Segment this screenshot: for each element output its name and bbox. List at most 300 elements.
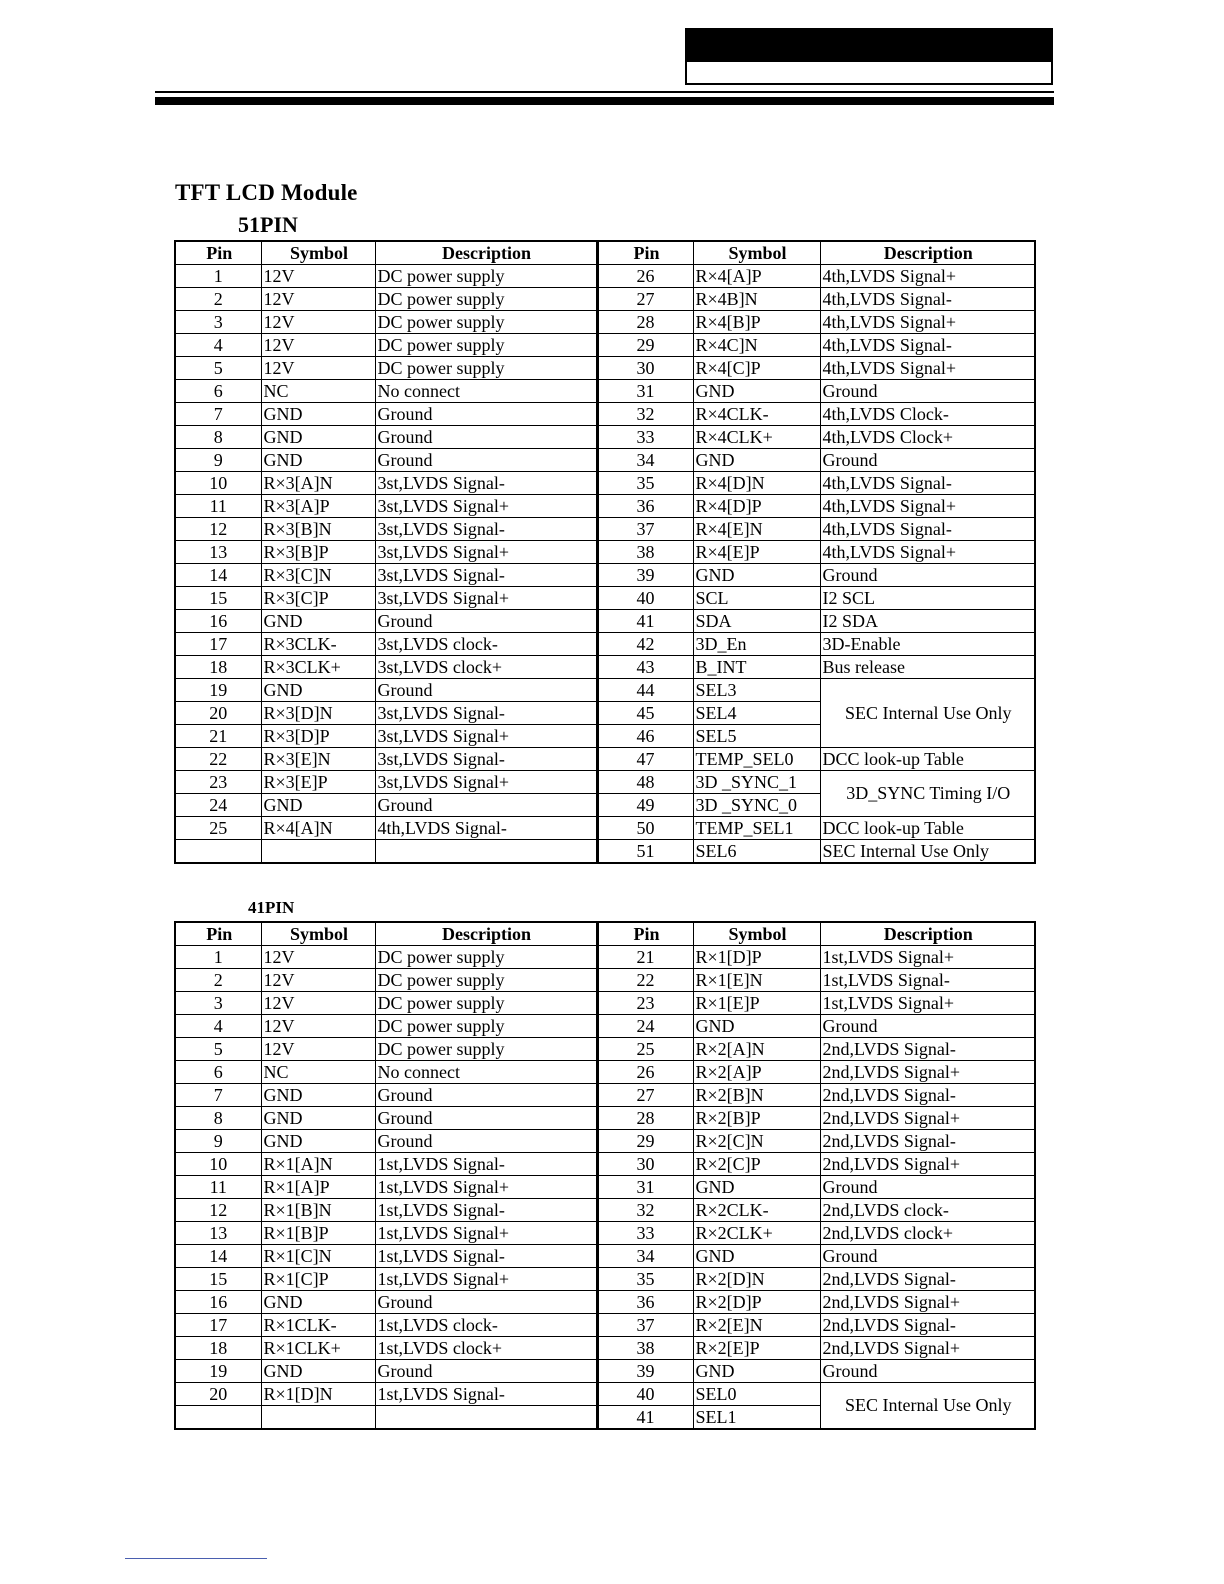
pin-cell: 1 — [175, 265, 261, 288]
pin-cell: 25 — [175, 817, 261, 840]
pin-cell: 39 — [597, 1360, 693, 1383]
description-cell: 1st,LVDS clock- — [375, 1314, 597, 1337]
symbol-cell: R×1[D]N — [261, 1383, 375, 1406]
pin-cell: 31 — [597, 1176, 693, 1199]
description-cell: SEC Internal Use Only — [820, 679, 1035, 748]
symbol-cell: R×3[D]N — [261, 702, 375, 725]
description-cell: 2nd,LVDS Signal- — [820, 1038, 1035, 1061]
description-cell: 4th,LVDS Signal- — [820, 288, 1035, 311]
pin-cell: 18 — [175, 1337, 261, 1360]
pin-cell: 27 — [597, 1084, 693, 1107]
table-row — [175, 1337, 1035, 1360]
description-cell: Ground — [820, 1176, 1035, 1199]
symbol-cell: 12V — [261, 357, 375, 380]
description-cell: 1st,LVDS Signal+ — [375, 1176, 597, 1199]
pin-cell: 37 — [597, 1314, 693, 1337]
description-cell: 3st,LVDS Signal+ — [375, 587, 597, 610]
description-cell: Ground — [820, 1245, 1035, 1268]
description-cell: No connect — [375, 380, 597, 403]
description-cell: 3st,LVDS clock- — [375, 633, 597, 656]
pin-cell: 36 — [597, 495, 693, 518]
symbol-cell: SDA — [693, 610, 820, 633]
description-cell: DC power supply — [375, 265, 597, 288]
symbol-cell: 12V — [261, 992, 375, 1015]
table-row — [175, 1084, 1035, 1107]
pin-cell: 20 — [175, 702, 261, 725]
description-cell: Ground — [375, 403, 597, 426]
pin-cell: 23 — [175, 771, 261, 794]
symbol-cell: R×1[C]P — [261, 1268, 375, 1291]
pin-cell: 20 — [175, 1383, 261, 1406]
symbol-cell: GND — [693, 564, 820, 587]
pin-cell: 32 — [597, 1199, 693, 1222]
pin-cell: 17 — [175, 633, 261, 656]
pin-cell: 49 — [597, 794, 693, 817]
description-cell: Ground — [820, 380, 1035, 403]
description-cell: DC power supply — [375, 334, 597, 357]
description-cell: 3D_SYNC Timing I/O — [820, 771, 1035, 817]
header-description: Description — [375, 241, 597, 265]
pin-cell: 32 — [597, 403, 693, 426]
description-cell: 1st,LVDS Signal- — [375, 1245, 597, 1268]
symbol-cell: TEMP_SEL1 — [693, 817, 820, 840]
symbol-cell: 12V — [261, 311, 375, 334]
pin-cell: 16 — [175, 610, 261, 633]
symbol-cell: SEL3 — [693, 679, 820, 702]
symbol-cell: 3D _SYNC_0 — [693, 794, 820, 817]
description-cell: 3st,LVDS Signal+ — [375, 771, 597, 794]
description-cell: 4th,LVDS Clock- — [820, 403, 1035, 426]
symbol-cell: 12V — [261, 288, 375, 311]
symbol-cell: R×1CLK- — [261, 1314, 375, 1337]
table-row — [175, 311, 1035, 334]
description-cell: Ground — [820, 449, 1035, 472]
description-cell: Ground — [375, 610, 597, 633]
description-cell: SEC Internal Use Only — [820, 840, 1035, 864]
symbol-cell: GND — [261, 403, 375, 426]
symbol-cell: R×4C]N — [693, 334, 820, 357]
header-pin: Pin — [175, 922, 261, 946]
table-row — [175, 265, 1035, 288]
symbol-cell: R×3[B]P — [261, 541, 375, 564]
table-row — [175, 472, 1035, 495]
pin-cell: 33 — [597, 1222, 693, 1245]
table-row — [175, 610, 1035, 633]
symbol-cell: SEL0 — [693, 1383, 820, 1406]
pin-cell: 6 — [175, 380, 261, 403]
pin-cell: 13 — [175, 541, 261, 564]
pin-cell: 30 — [597, 1153, 693, 1176]
table-row — [175, 1061, 1035, 1084]
symbol-cell — [261, 840, 375, 864]
pin-cell: 37 — [597, 518, 693, 541]
description-cell: 2nd,LVDS Signal- — [820, 1084, 1035, 1107]
description-cell: DC power supply — [375, 288, 597, 311]
header-symbol: Symbol — [261, 241, 375, 265]
table-row — [175, 679, 1035, 702]
symbol-cell: R×2[D]P — [693, 1291, 820, 1314]
description-cell: 1st,LVDS Signal- — [375, 1199, 597, 1222]
symbol-cell: TEMP_SEL0 — [693, 748, 820, 771]
symbol-cell: 12V — [261, 334, 375, 357]
pin-cell: 47 — [597, 748, 693, 771]
table-row — [175, 403, 1035, 426]
description-cell: 1st,LVDS Signal+ — [375, 1222, 597, 1245]
header-rule-thick — [155, 97, 1054, 105]
description-cell: DC power supply — [375, 992, 597, 1015]
description-cell: I2 SCL — [820, 587, 1035, 610]
symbol-cell: B_INT — [693, 656, 820, 679]
symbol-cell: GND — [261, 679, 375, 702]
description-cell: 3st,LVDS Signal- — [375, 702, 597, 725]
symbol-cell: NC — [261, 1061, 375, 1084]
table-row — [175, 992, 1035, 1015]
description-cell: 4th,LVDS Signal- — [820, 334, 1035, 357]
description-cell: 1st,LVDS clock+ — [375, 1337, 597, 1360]
table-row — [175, 495, 1035, 518]
pin-cell: 24 — [597, 1015, 693, 1038]
symbol-cell: R×4[B]P — [693, 311, 820, 334]
footer-line — [125, 1558, 267, 1559]
pin-cell: 4 — [175, 334, 261, 357]
symbol-cell: R×1[C]N — [261, 1245, 375, 1268]
symbol-cell: GND — [261, 1130, 375, 1153]
symbol-cell: R×4[A]P — [693, 265, 820, 288]
description-cell: 3st,LVDS Signal- — [375, 748, 597, 771]
table-row — [175, 334, 1035, 357]
symbol-cell: R×2CLK- — [693, 1199, 820, 1222]
table-row — [175, 1314, 1035, 1337]
table-row — [175, 1153, 1035, 1176]
description-cell: Ground — [820, 564, 1035, 587]
table-row — [175, 656, 1035, 679]
table-row — [175, 1176, 1035, 1199]
description-cell: 2nd,LVDS Signal- — [820, 1314, 1035, 1337]
pin-cell: 38 — [597, 541, 693, 564]
header-pin: Pin — [597, 922, 693, 946]
header-pin: Pin — [175, 241, 261, 265]
description-cell: 4th,LVDS Signal- — [820, 472, 1035, 495]
document-title: TFT LCD Module — [175, 180, 358, 205]
symbol-cell: R×3CLK+ — [261, 656, 375, 679]
symbol-cell: R×2[E]P — [693, 1337, 820, 1360]
description-cell: Ground — [375, 1130, 597, 1153]
table-row — [175, 969, 1035, 992]
description-cell: Ground — [375, 679, 597, 702]
pin-cell: 8 — [175, 1107, 261, 1130]
symbol-cell: GND — [261, 1107, 375, 1130]
symbol-cell: 12V — [261, 265, 375, 288]
description-cell: 4th,LVDS Signal+ — [820, 541, 1035, 564]
table-row — [175, 587, 1035, 610]
description-cell: 3st,LVDS Signal- — [375, 518, 597, 541]
symbol-cell: 12V — [261, 969, 375, 992]
pin-cell: 9 — [175, 1130, 261, 1153]
description-cell: 3st,LVDS Signal+ — [375, 541, 597, 564]
pin-cell: 44 — [597, 679, 693, 702]
symbol-cell: SEL1 — [693, 1406, 820, 1430]
description-cell: Ground — [820, 1015, 1035, 1038]
description-cell: 3st,LVDS Signal- — [375, 564, 597, 587]
symbol-cell: R×3[E]N — [261, 748, 375, 771]
pin-cell: 35 — [597, 1268, 693, 1291]
symbol-cell: R×2[C]P — [693, 1153, 820, 1176]
symbol-cell: GND — [261, 449, 375, 472]
symbol-cell — [261, 1406, 375, 1430]
description-cell: Ground — [375, 1084, 597, 1107]
table-row — [175, 1383, 1035, 1406]
pin-cell: 40 — [597, 587, 693, 610]
pin-cell: 39 — [597, 564, 693, 587]
description-cell: 2nd,LVDS clock- — [820, 1199, 1035, 1222]
header-box — [685, 28, 1053, 85]
symbol-cell: 12V — [261, 1038, 375, 1061]
symbol-cell: 12V — [261, 946, 375, 969]
symbol-cell: R×3[E]P — [261, 771, 375, 794]
pin-cell: 28 — [597, 311, 693, 334]
symbol-cell: GND — [261, 1084, 375, 1107]
description-cell: Ground — [375, 1107, 597, 1130]
symbol-cell: 3D _SYNC_1 — [693, 771, 820, 794]
table-row — [175, 1130, 1035, 1153]
symbol-cell: R×2[C]N — [693, 1130, 820, 1153]
description-cell: 4th,LVDS Signal- — [375, 817, 597, 840]
symbol-cell: R×2[A]P — [693, 1061, 820, 1084]
table-row — [175, 1291, 1035, 1314]
pin-cell: 34 — [597, 449, 693, 472]
description-cell: 3st,LVDS clock+ — [375, 656, 597, 679]
header-symbol: Symbol — [261, 922, 375, 946]
symbol-cell: R×2[A]N — [693, 1038, 820, 1061]
pin-cell: 19 — [175, 1360, 261, 1383]
symbol-cell: GND — [261, 1291, 375, 1314]
description-cell: I2 SDA — [820, 610, 1035, 633]
symbol-cell: R×2[B]P — [693, 1107, 820, 1130]
symbol-cell: R×4[C]P — [693, 357, 820, 380]
table-row — [175, 1245, 1035, 1268]
symbol-cell: GND — [261, 1360, 375, 1383]
pin-cell: 21 — [175, 725, 261, 748]
pin-cell: 11 — [175, 495, 261, 518]
description-cell: 2nd,LVDS Signal+ — [820, 1337, 1035, 1360]
header-description: Description — [820, 241, 1035, 265]
symbol-cell: R×2[E]N — [693, 1314, 820, 1337]
description-cell: 3D-Enable — [820, 633, 1035, 656]
table-row — [175, 449, 1035, 472]
description-cell: Ground — [375, 794, 597, 817]
pin-cell: 22 — [175, 748, 261, 771]
symbol-cell: NC — [261, 380, 375, 403]
description-cell: 1st,LVDS Signal- — [375, 1383, 597, 1406]
symbol-cell: R×3CLK- — [261, 633, 375, 656]
header-rule-thin — [155, 91, 1054, 93]
table-row — [175, 817, 1035, 840]
description-cell: SEC Internal Use Only — [820, 1383, 1035, 1430]
section-title-51pin: 51PIN — [238, 212, 298, 237]
symbol-cell: R×1[E]P — [693, 992, 820, 1015]
table-row — [175, 288, 1035, 311]
table-row — [175, 1038, 1035, 1061]
pin-cell: 41 — [597, 610, 693, 633]
pin-table-41 — [174, 921, 1036, 1430]
pin-cell: 14 — [175, 564, 261, 587]
description-cell: 4th,LVDS Clock+ — [820, 426, 1035, 449]
description-cell: 3st,LVDS Signal+ — [375, 725, 597, 748]
pin-cell: 46 — [597, 725, 693, 748]
pin-cell: 19 — [175, 679, 261, 702]
pin-cell: 10 — [175, 1153, 261, 1176]
description-cell: DC power supply — [375, 357, 597, 380]
symbol-cell: GND — [693, 1176, 820, 1199]
pin-cell: 10 — [175, 472, 261, 495]
description-cell: 4th,LVDS Signal+ — [820, 311, 1035, 334]
header-symbol: Symbol — [693, 922, 820, 946]
symbol-cell: R×1[B]P — [261, 1222, 375, 1245]
table-row — [175, 840, 1035, 864]
description-cell — [375, 1406, 597, 1430]
pin-cell — [175, 1406, 261, 1430]
description-cell: 2nd,LVDS Signal+ — [820, 1061, 1035, 1084]
description-cell: 1st,LVDS Signal+ — [375, 1268, 597, 1291]
symbol-cell: R×3[D]P — [261, 725, 375, 748]
pin-cell: 21 — [597, 946, 693, 969]
pin-cell: 7 — [175, 1084, 261, 1107]
symbol-cell: R×3[C]P — [261, 587, 375, 610]
description-cell: 3st,LVDS Signal+ — [375, 495, 597, 518]
table-header-row — [175, 241, 1035, 265]
pin-cell: 40 — [597, 1383, 693, 1406]
symbol-cell: SEL5 — [693, 725, 820, 748]
table-row — [175, 518, 1035, 541]
header-symbol: Symbol — [693, 241, 820, 265]
description-cell: 4th,LVDS Signal+ — [820, 495, 1035, 518]
description-cell: DCC look-up Table — [820, 817, 1035, 840]
pin-cell: 22 — [597, 969, 693, 992]
symbol-cell: 12V — [261, 1015, 375, 1038]
symbol-cell: R×4[D]P — [693, 495, 820, 518]
pin-cell: 35 — [597, 472, 693, 495]
pin-cell: 14 — [175, 1245, 261, 1268]
pin-cell: 43 — [597, 656, 693, 679]
table-row — [175, 1015, 1035, 1038]
description-cell: DC power supply — [375, 311, 597, 334]
pin-cell: 27 — [597, 288, 693, 311]
table-row — [175, 748, 1035, 771]
table-row — [175, 564, 1035, 587]
symbol-cell: GND — [261, 610, 375, 633]
table-row — [175, 357, 1035, 380]
description-cell: 1st,LVDS Signal+ — [820, 992, 1035, 1015]
symbol-cell: R×3[A]P — [261, 495, 375, 518]
table-header-row — [175, 922, 1035, 946]
symbol-cell: R×2CLK+ — [693, 1222, 820, 1245]
pin-cell: 15 — [175, 1268, 261, 1291]
header-box-fill — [687, 30, 1051, 62]
pin-cell: 4 — [175, 1015, 261, 1038]
symbol-cell: GND — [693, 449, 820, 472]
pin-table-51 — [174, 240, 1036, 864]
pin-cell: 16 — [175, 1291, 261, 1314]
description-cell: 1st,LVDS Signal- — [375, 1153, 597, 1176]
symbol-cell: R×4[A]N — [261, 817, 375, 840]
pin-cell: 28 — [597, 1107, 693, 1130]
table-row — [175, 1360, 1035, 1383]
symbol-cell: R×1[A]N — [261, 1153, 375, 1176]
symbol-cell: R×3[A]N — [261, 472, 375, 495]
description-cell: Ground — [375, 1360, 597, 1383]
pin-cell: 7 — [175, 403, 261, 426]
pin-cell: 26 — [597, 265, 693, 288]
pin-cell: 5 — [175, 1038, 261, 1061]
symbol-cell: GND — [693, 1015, 820, 1038]
pin-cell: 3 — [175, 992, 261, 1015]
symbol-cell: R×1[E]N — [693, 969, 820, 992]
pin-cell: 2 — [175, 288, 261, 311]
pin-cell: 36 — [597, 1291, 693, 1314]
description-cell: 2nd,LVDS Signal- — [820, 1130, 1035, 1153]
symbol-cell: SEL4 — [693, 702, 820, 725]
symbol-cell: R×1[D]P — [693, 946, 820, 969]
pin-cell: 48 — [597, 771, 693, 794]
pin-cell — [175, 840, 261, 864]
pin-cell: 6 — [175, 1061, 261, 1084]
table-row — [175, 771, 1035, 794]
symbol-cell: R×3[C]N — [261, 564, 375, 587]
pin-cell: 26 — [597, 1061, 693, 1084]
description-cell: No connect — [375, 1061, 597, 1084]
pin-cell: 30 — [597, 357, 693, 380]
pin-cell: 1 — [175, 946, 261, 969]
symbol-cell: 3D_En — [693, 633, 820, 656]
pin-cell: 50 — [597, 817, 693, 840]
description-cell: 2nd,LVDS Signal- — [820, 1268, 1035, 1291]
pin-cell: 51 — [597, 840, 693, 864]
symbol-cell: R×4B]N — [693, 288, 820, 311]
description-cell — [375, 840, 597, 864]
symbol-cell: R×1[A]P — [261, 1176, 375, 1199]
description-cell: 4th,LVDS Signal+ — [820, 265, 1035, 288]
table-row — [175, 426, 1035, 449]
pin-cell: 2 — [175, 969, 261, 992]
pin-cell: 29 — [597, 1130, 693, 1153]
description-cell: 4th,LVDS Signal- — [820, 518, 1035, 541]
pin-cell: 15 — [175, 587, 261, 610]
description-cell: 1st,LVDS Signal+ — [820, 946, 1035, 969]
description-cell: Ground — [375, 1291, 597, 1314]
pin-cell: 38 — [597, 1337, 693, 1360]
section-title-41pin: 41PIN — [248, 898, 295, 917]
description-cell: DC power supply — [375, 1038, 597, 1061]
pin-cell: 8 — [175, 426, 261, 449]
symbol-cell: GND — [261, 426, 375, 449]
description-cell: Ground — [375, 426, 597, 449]
table-row — [175, 541, 1035, 564]
pin-cell: 45 — [597, 702, 693, 725]
description-cell: DCC look-up Table — [820, 748, 1035, 771]
table-row — [175, 633, 1035, 656]
pin-cell: 29 — [597, 334, 693, 357]
description-cell: DC power supply — [375, 1015, 597, 1038]
pin-cell: 5 — [175, 357, 261, 380]
description-cell: 3st,LVDS Signal- — [375, 472, 597, 495]
pin-cell: 13 — [175, 1222, 261, 1245]
pin-cell: 41 — [597, 1406, 693, 1430]
table-row — [175, 1222, 1035, 1245]
symbol-cell: SEL6 — [693, 840, 820, 864]
pin-cell: 18 — [175, 656, 261, 679]
header-description: Description — [375, 922, 597, 946]
table-row — [175, 1199, 1035, 1222]
